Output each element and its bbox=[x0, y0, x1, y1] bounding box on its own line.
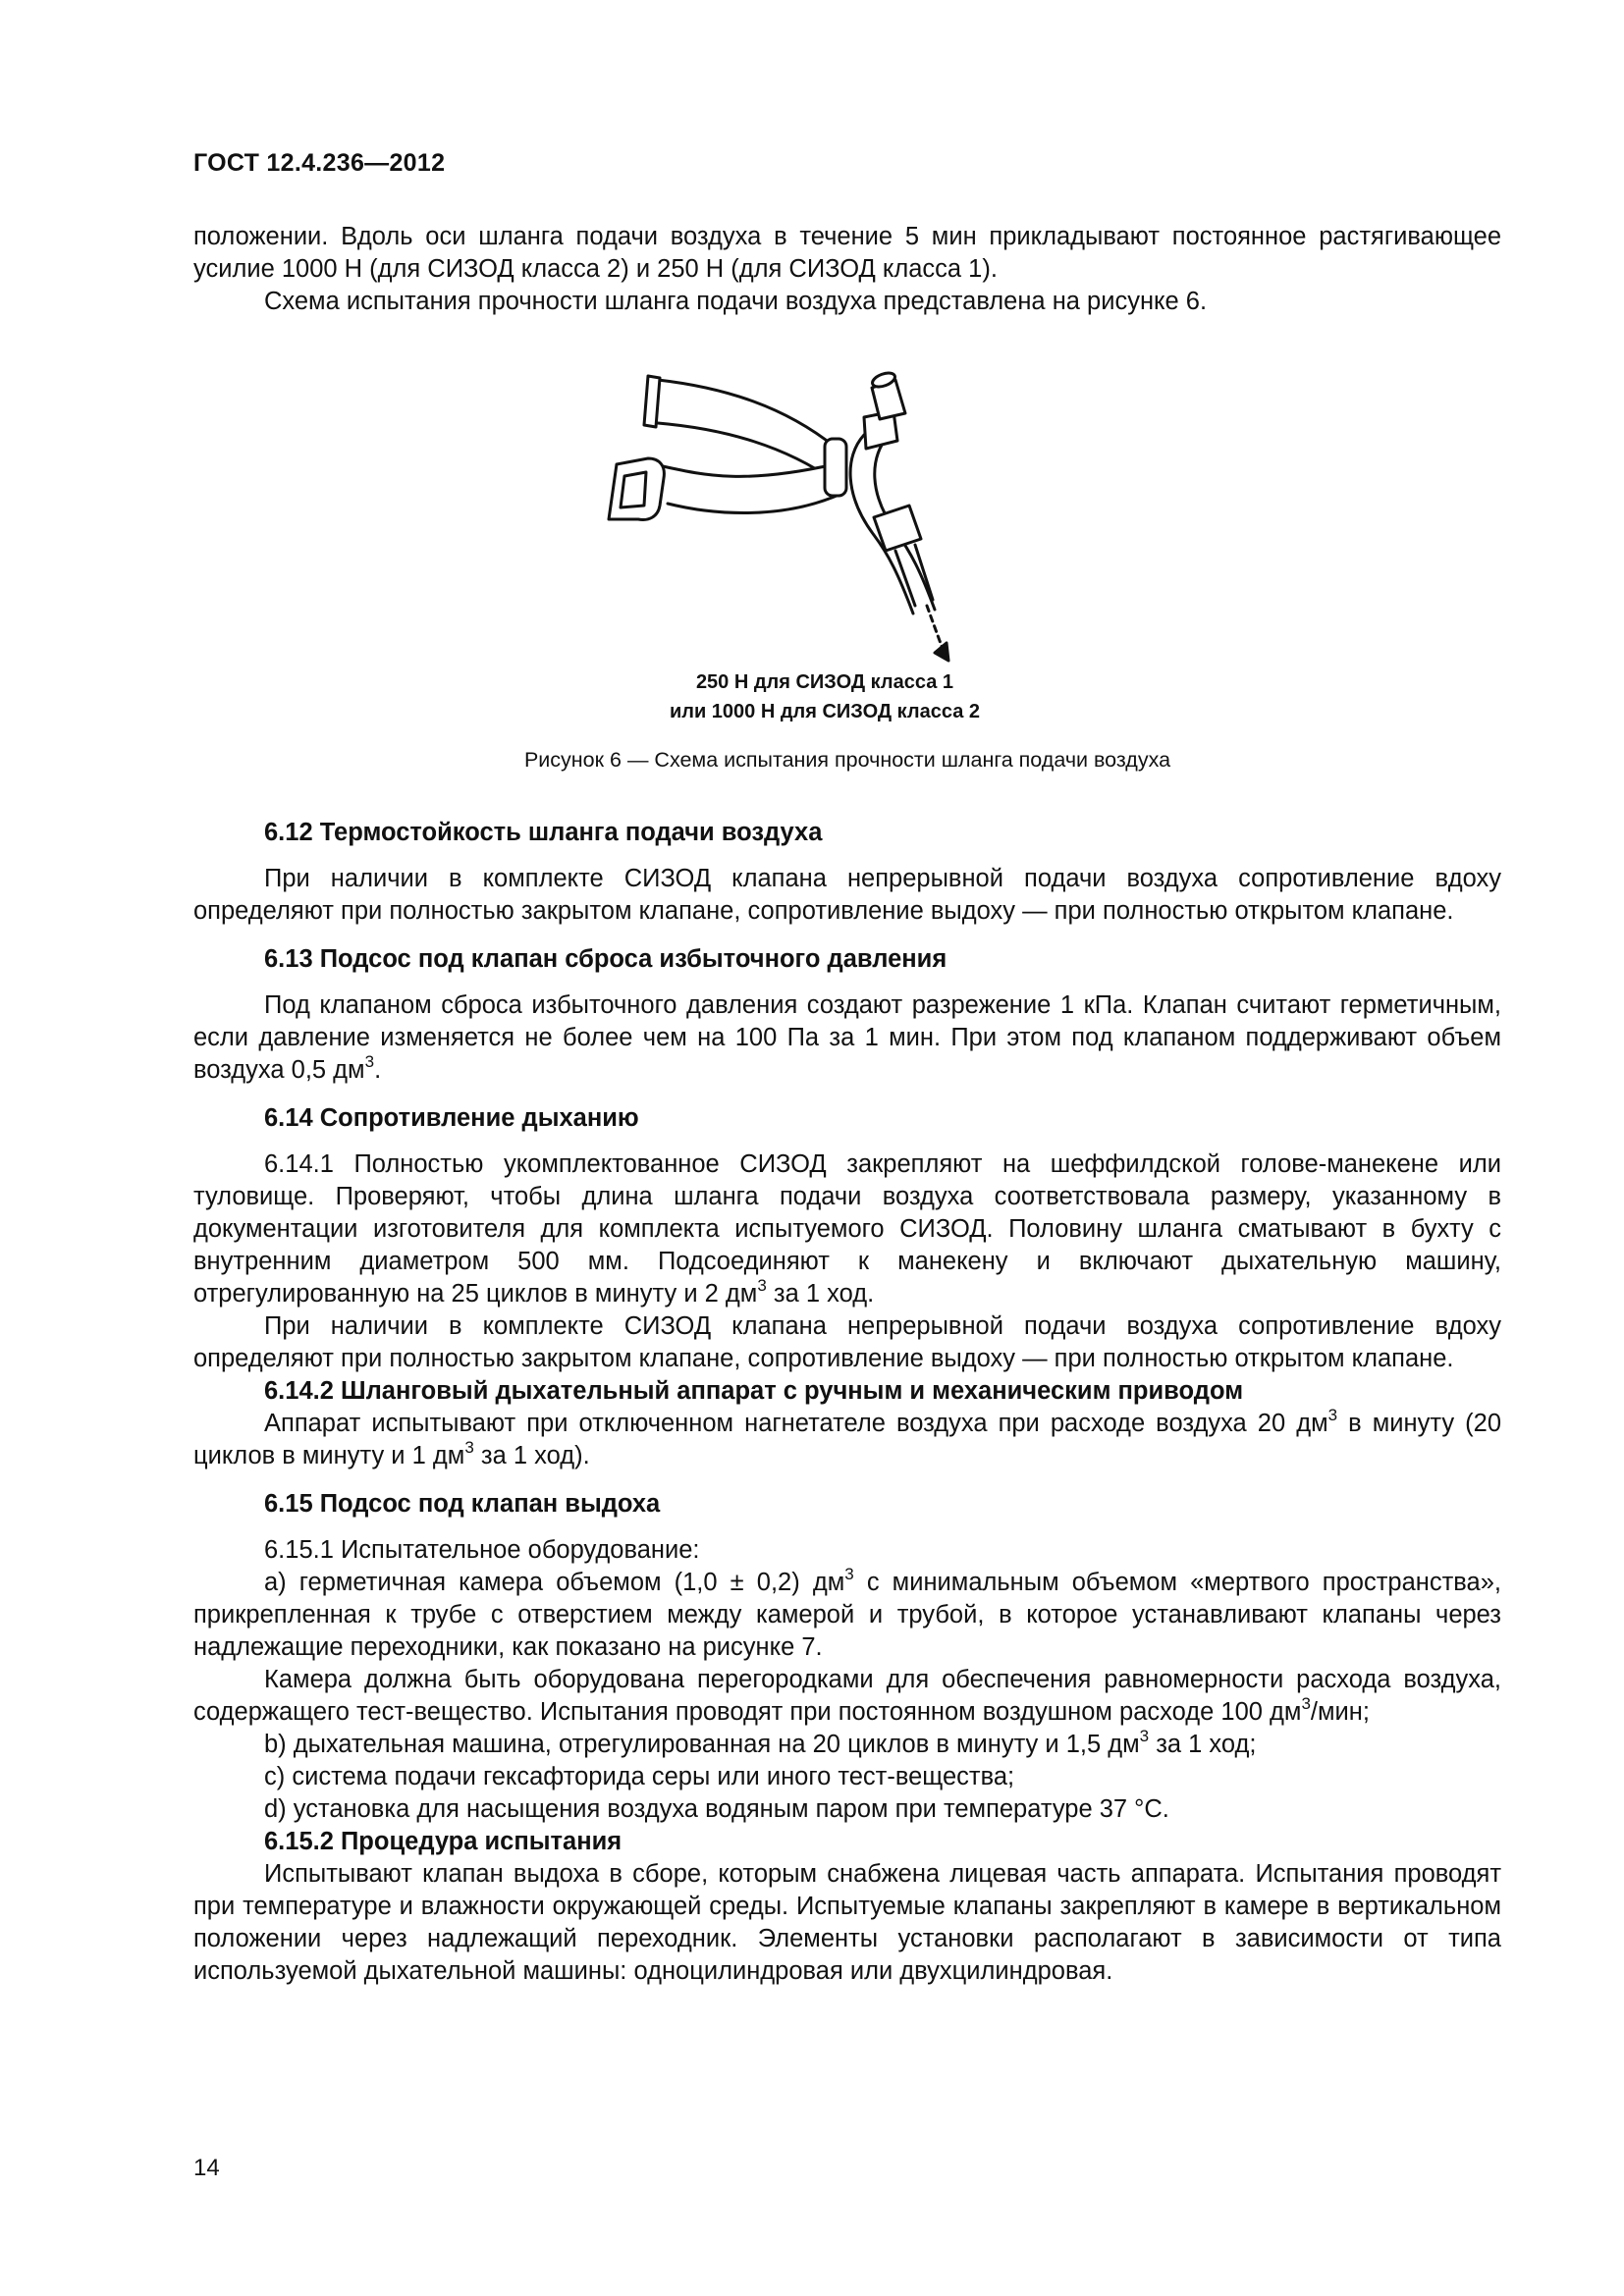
heading-6-13: 6.13 Подсос под клапан сброса избыточного давления bbox=[264, 945, 947, 973]
list-item-b: b) дыхательная машина, отрегулированная на 20 циклов в минуту и 1,5 $дм^3$ за 1 ход; bbox=[264, 1726, 1257, 1758]
figure-6-caption: Рисунок 6 — Схема испытания прочности шланга подачи воздуха bbox=[523, 748, 1171, 772]
paragraph-6-12: При наличии в комплекте СИЗОД клапана непрерывной подачи воздуха сопротивление вдоху определяют при полностью закрытом клапане, сопротивление выдоху — при полностью открытом клапане. bbox=[193, 865, 1501, 925]
heading-6-15-2: 6.15.2 Процедура испытания bbox=[264, 1828, 623, 1855]
intro-paragraph-1: положении. Вдоль оси шланга подачи воздуха в течение 5 мин прикладывают постоянное растягивающее усилие 1000 Н (для СИЗОД класса 2) и 250 Н (для СИЗОД класса 1). bbox=[193, 223, 1501, 283]
sections-body bbox=[193, 817, 1501, 1988]
paragraph-6-15-2: Испытывают клапан выдоха в сборе, которым снабжена лицевая часть аппарата. Испытания проводят при температуре и влажности окружающей среды. Испытуемые клапаны закрепляют в камере в вертикальном положении через надлежащий переходник. Элементы установки располагают в зависимости от типа используемой дыхательной машины: одноцилиндровая или двухцилиндровая. bbox=[193, 1860, 1501, 1985]
heading-6-14: 6.14 Сопротивление дыханию bbox=[264, 1104, 639, 1132]
page-number: 14 bbox=[193, 2155, 220, 2181]
paragraph-6-14-2: Аппарат испытывают при отключенном нагнетателе воздуха при расходе воздуха 20 $дм^3$ в минуту (20 циклов в минуту и 1 $дм^3$ за 1 ход). bbox=[193, 1405, 1502, 1469]
intro-paragraph-2: Схема испытания прочности шланга подачи воздуха представлена на рисунке 6. bbox=[264, 288, 1208, 315]
document-header: ГОСТ 12.4.236—2012 bbox=[193, 149, 446, 177]
hose-strength-diagram bbox=[550, 348, 1100, 663]
paragraph-6-15-1: 6.15.1 Испытательное оборудование: bbox=[264, 1536, 700, 1564]
heading-6-12: 6.12 Термостойкость шланга подачи воздуха bbox=[264, 819, 823, 846]
figure-force-label-1: 250 Н для СИЗОД класса 1 bbox=[695, 671, 954, 693]
list-item-a: а) герметичная камера объемом (1,0 ± 0,2) $дм^3$ с минимальным объемом «мертвого пространства», прикрепленная к трубе с отверстием между камерой и трубой, в которое устанавливают клапаны через надлежащие переходники, как показано на рисунке 7. bbox=[193, 1564, 1501, 1661]
heading-6-15: 6.15 Подсос под клапан выдоха bbox=[264, 1490, 661, 1518]
list-item-d: d) установка для насыщения воздуха водяным паром при температуре 37 °С. bbox=[264, 1795, 1169, 1823]
list-item-c: с) система подачи гексафторида серы или иного тест-вещества; bbox=[264, 1763, 1015, 1790]
figure-6 bbox=[550, 348, 1100, 721]
paragraph-chamber: Камера должна быть оборудована перегородками для обеспечения равномерности расхода воздуха, содержащего тест-вещество. Испытания проводят при постоянном воздушном расходе 100 $дм^3$/мин; bbox=[193, 1666, 1501, 1726]
intro-section bbox=[193, 221, 1501, 318]
paragraph-6-14-1: 6.14.1 Полностью укомплектованное СИЗОД закрепляют на шеффилдской голове-манекене или туловище. Проверяют, чтобы длина шланга подачи воздуха соответствовала размеру, указанному в документации изготовителя для комплекта испытуемого СИЗОД. Половину шланга сматывают в бухту с внутренним диаметром 500 мм. Подсоединяют к манекену и включают дыхательную машину, отрегулированную на 25 циклов в минуту и 2 $дм^3$ за 1 ход. bbox=[193, 1150, 1501, 1308]
figure-force-label-2: или 1000 Н для СИЗОД класса 2 bbox=[669, 701, 981, 722]
paragraph-6-14-valve: При наличии в комплекте СИЗОД клапана непрерывной подачи воздуха сопротивление вдоху определяют при полностью закрытом клапане, сопротивление выдоху — при полностью открытом клапане. bbox=[193, 1312, 1501, 1372]
paragraph-6-13: Под клапаном сброса избыточного давления создают разрежение 1 кПа. Клапан считают герметичным, если давление изменяется не более чем на 100 Па за 1 мин. При этом под клапаном поддерживают объем воздуха 0,5 $дм^3$. bbox=[193, 991, 1501, 1084]
heading-6-14-2: 6.14.2 Шланговый дыхательный аппарат с ручным и механическим приводом bbox=[264, 1377, 1244, 1405]
